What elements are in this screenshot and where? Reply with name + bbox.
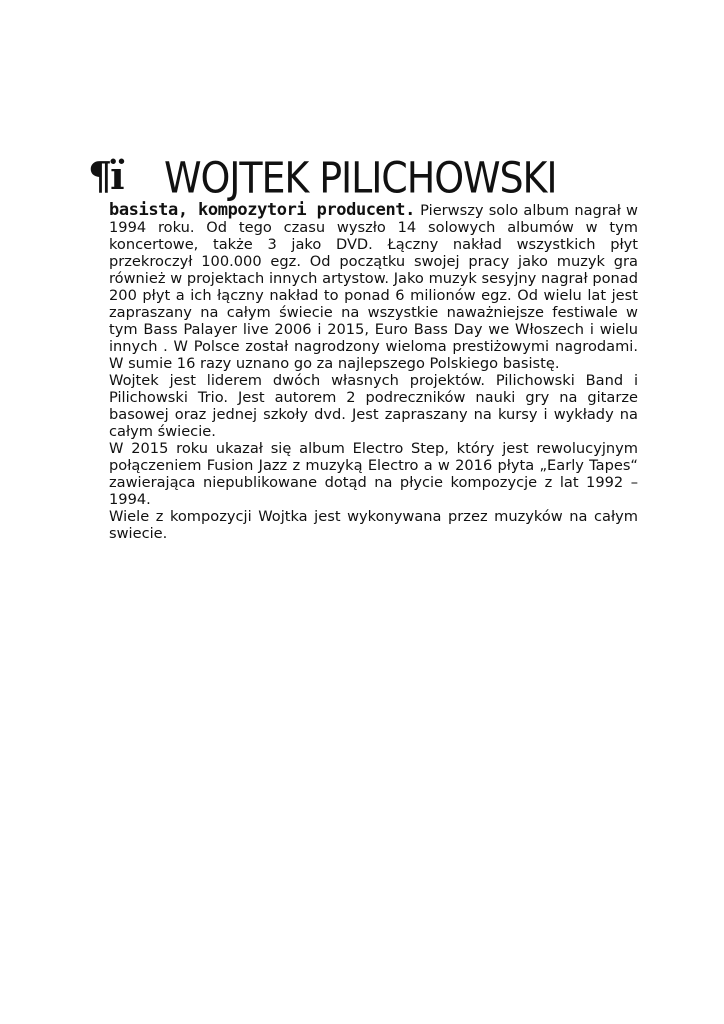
logo-mark: ¶ï (88, 153, 123, 198)
paragraph-4: Wiele z kompozycji Wojtka jest wykonywana przez muzyków na całym swiecie. (109, 508, 638, 542)
paragraph-3: W 2015 roku ukazał się album Electro Step, który jest rewolucyjnym połączeniem Fusion Jazz z muzyką Electro a w 2016 płyta „Early Tapes“ zawierająca niepublikowane dotąd na płycie kompozycje z lat 1992 – 1994. (109, 440, 638, 508)
paragraph-2: Wojtek jest liderem dwóch własnych projektów. Pilichowski Band i Pilichowski Trio. Jest autorem 2 podreczników nauki gry na gitarze basowej oraz jednej szkoły dvd. Jest zapraszany na kursy i wykłady na całym świecie. (109, 372, 638, 440)
paragraph-1 (109, 202, 638, 372)
lead-text: basista, kompozytori producent. (109, 200, 415, 220)
page-title: WOJTEK PILICHOWSKI (164, 153, 557, 203)
article-body (109, 202, 638, 542)
document-heading (88, 150, 648, 206)
paragraph-1-text: Pierwszy solo album nagrał w 1994 roku. Od tego czasu wyszło 14 solowych albumów w tym koncertowe, także 3 jako DVD. Łączny nakład wszystkich płyt przekroczył 100.000 egz. Od początku swojej pracy jako muzyk gra również w projektach innych artystow. Jako muzyk sesyjny nagrał ponad 200 płyt a ich łączny nakład to ponad 6 milionów egz. Od wielu lat jest zapraszany na całym świecie na wszystkie naważniejsze festiwale w tym Bass Palayer live 2006 i 2015, Euro Bass Day we Włoszech i wielu innych . W Polsce został nagrodzony wieloma prestiżowymi nagrodami. W sumie 16 razy uznano go za najlepszego Polskiego basistę. (109, 202, 638, 372)
